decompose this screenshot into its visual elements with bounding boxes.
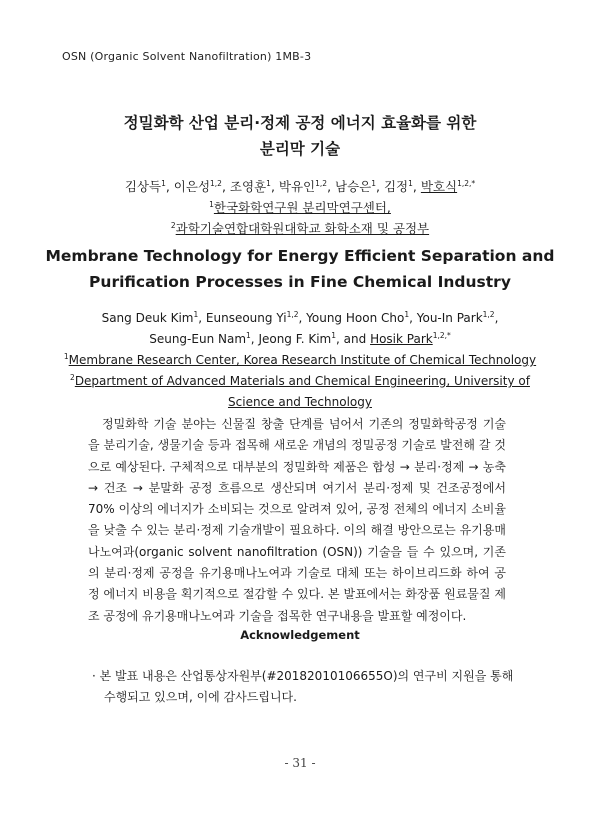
author: Sang Deuk Kim$^1$	[101, 310, 199, 325]
korean-affiliation-1: $^1$한국화학연구원 분리막연구센터,	[209, 200, 391, 215]
author: 김상득$^1$	[124, 179, 166, 194]
corresponding-author: 박호식$^{1,2,*}$	[420, 179, 476, 194]
english-title	[0, 243, 600, 295]
page-header: OSN (Organic Solvent Nanofiltration) 1MB-3	[62, 50, 312, 63]
acknowledgement-text: · 본 발표 내용은 산업통상자원부(#20182010106655O)의 연구비 지원을 통해 수행되고 있으며, 이에 감사드립니다.	[92, 669, 514, 704]
page-number: - 31 -	[284, 756, 316, 770]
author: You-In Park$^{1,2}$	[416, 310, 495, 325]
english-author-line-1: Sang Deuk Kim$^1$, Eunseoung Yi$^{1,2}$, Young Hoon Cho$^1$, You-In Park$^{1,2}$,	[101, 310, 499, 325]
author: 남승은$^1$	[335, 179, 377, 194]
abstract-body: 정밀화학 기술 분야는 신물질 창출 단계를 넘어서 기존의 정밀화학공정 기술을 분리기술, 생물기술 등과 접목해 새로운 개념의 정밀공정 기술로 발전해 갈 것으로 예상된다. 구체적으로 대부분의 정밀화학 제품은 합성 → 분리·정제 → 농축 → 건조 → 분말화 공정 흐름으로 생산되며 여기서 분리·정제 및 건조공정에서 70% 이상의 에너지가 소비되는 것으로 알려져 있어, 공정 전체의 에너지 소비율을 낮출 수 있는 분리·정제 기술개발이 필요하다. 이의 해결 방안으로는 유기용매나노여과(organic solvent nanofiltration (OSN)) 기술을 들 수 있으며, 기존의 분리·정제 공정을 유기용매나노여과 기술로 대체 또는 하이브리드화 하여 공정 에너지 비용을 획기적으로 절감할 수 있다. 본 발표에서는 화장품 원료물질 제조 공정에 유기용매나노여과 기술을 접목한 연구내용을 발표할 예정이다.	[88, 417, 506, 623]
korean-title-line-2: 분리막 기술	[259, 140, 341, 158]
author: Seung-Eun Nam$^1$	[149, 331, 251, 346]
korean-authors-block	[0, 176, 600, 239]
author: 이은성$^{1,2}$	[173, 179, 222, 194]
author: 조영훈$^1$	[229, 179, 271, 194]
english-affiliation-2-cont: Science and Technology	[228, 395, 372, 409]
english-title-line-1: Membrane Technology for Energy Efficient Separation and	[45, 247, 555, 265]
corresponding-author: Hosik Park$^{1,2,*}$	[370, 331, 451, 346]
korean-affiliation-2: $^2$과학기술연합대학원대학교 화학소재 및 공정부	[170, 221, 430, 236]
author: Jeong F. Kim$^1$	[258, 331, 337, 346]
author: Young Hoon Cho$^1$	[306, 310, 410, 325]
english-title-line-2: Purification Processes in Fine Chemical Industry	[89, 273, 511, 291]
acknowledgement-title: Acknowledgement	[240, 628, 360, 642]
english-affiliation-1: $^1$Membrane Research Center, Korea Research Institute of Chemical Technology	[63, 352, 537, 367]
author: 김정$^1$	[383, 179, 413, 194]
english-affiliation-2: $^2$Department of Advanced Materials and Chemical Engineering, University of	[70, 373, 530, 388]
korean-title	[0, 110, 600, 162]
english-authors-block	[0, 308, 600, 413]
author: 박유인$^{1,2}$	[278, 179, 328, 194]
and-text: and	[343, 332, 367, 346]
korean-author-list: 김상득$^1$, 이은성$^{1,2}$, 조영훈$^1$, 박유인$^{1,2}$, 남승은$^1$, 김정$^1$, 박호식$^{1,2,*}$	[124, 179, 476, 194]
author: Eunseoung Yi$^{1,2}$	[205, 310, 299, 325]
korean-title-line-1: 정밀화학 산업 분리·정제 공정 에너지 효율화를 위한	[123, 114, 477, 132]
english-author-line-2: Seung-Eun Nam$^1$, Jeong F. Kim$^1$, and Hosik Park$^{1,2,*}$	[149, 331, 451, 346]
